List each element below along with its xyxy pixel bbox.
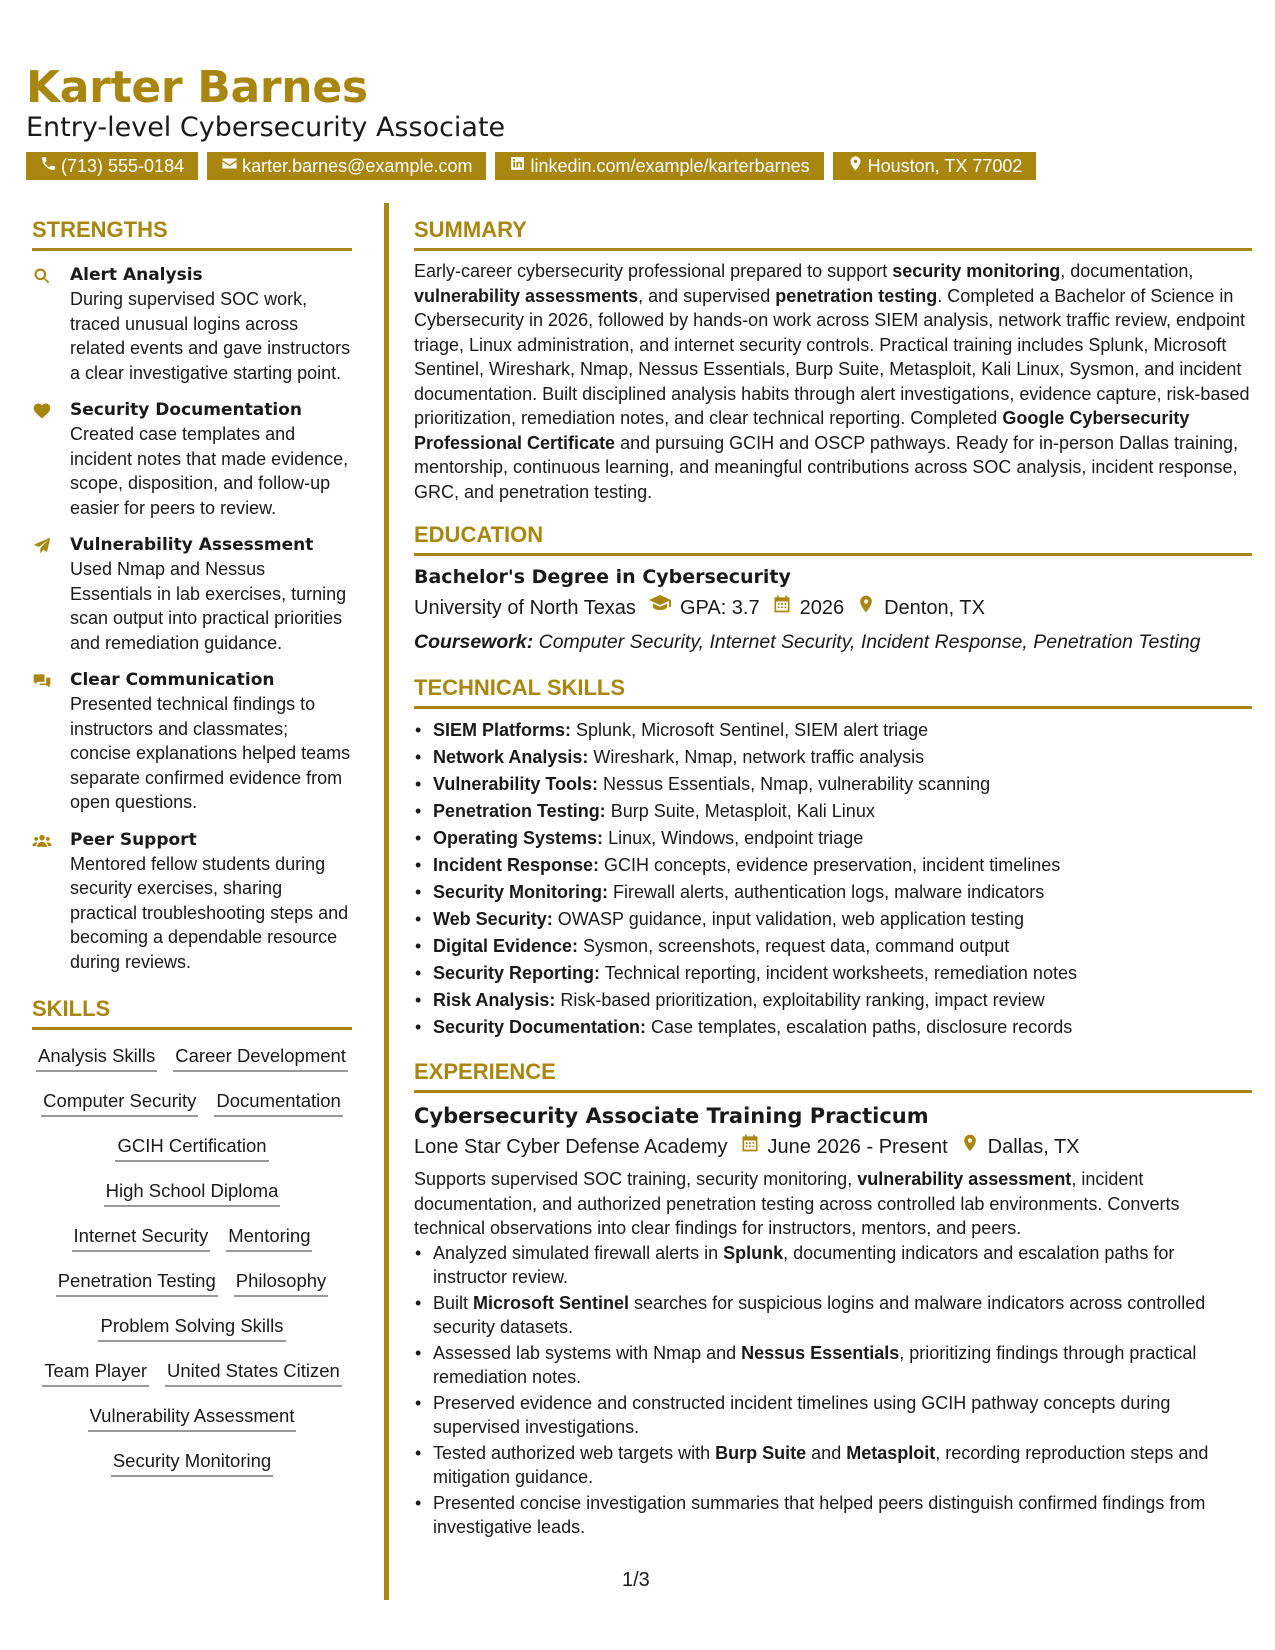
job-dates: June 2026 - Present: [767, 1136, 948, 1158]
graduation-year: 2026: [799, 597, 845, 619]
skill-row: [32, 1443, 352, 1488]
skill-row: [32, 1173, 352, 1218]
strength-title: Clear Communication: [70, 670, 275, 690]
strength-title: Peer Support: [70, 829, 197, 850]
skill-tag: Mentoring: [226, 1225, 312, 1252]
job-title: Cybersecurity Associate Training Practicum: [414, 1104, 929, 1128]
text-run: , and supervised: [638, 285, 776, 306]
technical-skill-value: Risk-based prioritization, exploitability ranking, impact review: [555, 990, 1045, 1010]
technical-skill-label: Penetration Testing:: [433, 801, 606, 821]
text-run: searches for suspicious logins and malware indicators across controlled security datasets.: [433, 1292, 1206, 1337]
strengths-list: [32, 263, 352, 974]
emphasized-text: Google Cybersecurity Professional Certificate: [414, 408, 1190, 453]
technical-skill-item: [414, 771, 1252, 798]
technical-skill-item: [414, 798, 1252, 825]
strength-description: During supervised SOC work, traced unusual logins across related events and gave instructors a clear investigative starting point.: [70, 289, 351, 383]
skill-tag: Security Monitoring: [111, 1450, 273, 1477]
skill-tag: Documentation: [214, 1090, 342, 1117]
search-icon: [32, 263, 70, 385]
map-pin-icon: [847, 155, 868, 177]
skill-tag: Analysis Skills: [36, 1045, 157, 1072]
technical-skill-item: [414, 852, 1252, 879]
technical-skill-label: Vulnerability Tools:: [433, 774, 599, 794]
technical-skill-item: [414, 825, 1252, 852]
right-column: [414, 217, 1252, 1541]
users-icon: [32, 828, 70, 975]
skill-row: [32, 1263, 352, 1308]
job-description: [414, 1167, 1252, 1241]
technical-skill-item: [414, 933, 1252, 960]
contact-linkedin-text: linkedin.com/example/karterbarnes: [530, 155, 810, 176]
strength-item: [32, 263, 352, 385]
emphasized-text: Nessus Essentials: [741, 1342, 900, 1363]
technical-skill-label: Security Monitoring:: [433, 882, 608, 902]
emphasized-text: vulnerability assessments: [414, 285, 639, 306]
strength-description: Mentored fellow students during security exercises, sharing practical troubleshooting steps and becoming a dependable resource during reviews.: [70, 853, 349, 972]
linkedin-icon: [509, 155, 530, 177]
technical-skill-label: Security Reporting:: [433, 963, 601, 983]
candidate-title: Entry-level Cybersecurity Associate: [26, 112, 506, 143]
job-bullet: [414, 1291, 1252, 1340]
technical-skill-label: Operating Systems:: [433, 828, 604, 848]
skills-section: [32, 996, 352, 1488]
job-location: Dallas, TX: [987, 1136, 1080, 1158]
education-section: [414, 522, 1252, 657]
skills-list: [32, 1038, 352, 1488]
technical-skill-label: Security Documentation:: [433, 1017, 647, 1037]
skill-row: [32, 1398, 352, 1443]
coursework-label: Coursework:: [414, 631, 534, 653]
calendar-icon: [760, 592, 800, 624]
technical-skill-label: Incident Response:: [433, 855, 600, 875]
strength-title: Security Documentation: [70, 400, 302, 420]
education-heading: EDUCATION: [414, 522, 1252, 556]
skill-row: [32, 1128, 352, 1173]
phone-icon: [40, 155, 61, 177]
coursework-list: Computer Security, Internet Security, Incident Response, Penetration Testing: [533, 631, 1201, 653]
text-run: Tested authorized web targets with: [433, 1442, 716, 1463]
emphasized-text: Metasploit: [846, 1442, 936, 1463]
strength-title: Alert Analysis: [70, 265, 203, 285]
education-location: Denton, TX: [884, 597, 985, 619]
technical-skill-value: Technical reporting, incident worksheets, remediation notes: [600, 963, 1077, 983]
contact-phone[interactable]: [26, 152, 198, 180]
skill-row: [32, 1038, 352, 1083]
text-run: . Completed a Bachelor of Science in Cybersecurity in 2026, followed by hands-on work across SIEM analysis, network traffic review, endpoint triage, Linux administration, and internet security controls. Practical training includes Splunk, Microsoft Sentinel, Wireshark, Nmap, Nessus Essentials, Burp Suite, Metasploit, Kali Linux, Sysmon, and incident documentation. Built disciplined analysis habits through alert investigations, evidence capture, risk-based prioritization, remediation notes, and clear technical reporting. Completed: [414, 285, 1250, 428]
technical-skill-item: [414, 960, 1252, 987]
strength-item: [32, 398, 352, 520]
skill-row: [32, 1308, 352, 1353]
contact-location: [833, 152, 1037, 180]
emphasized-text: Splunk: [723, 1242, 784, 1263]
envelope-icon: [221, 155, 242, 177]
emphasized-text: Burp Suite: [715, 1442, 807, 1463]
technical-skills-heading: TECHNICAL SKILLS: [414, 675, 1252, 709]
technical-skill-item: [414, 906, 1252, 933]
skill-row: [32, 1218, 352, 1263]
comments-icon: [32, 668, 70, 815]
strength-description: Presented technical findings to instructors and classmates; concise explanations helped teams separate confirmed evidence from open questions.: [70, 694, 351, 812]
column-divider: [384, 203, 389, 1600]
degree-title: Bachelor's Degree in Cybersecurity: [414, 566, 791, 588]
text-run: Analyzed simulated firewall alerts in: [433, 1242, 724, 1263]
strengths-heading: STRENGTHS: [32, 217, 352, 251]
technical-skill-item: [414, 987, 1252, 1014]
summary-text: [414, 259, 1252, 504]
technical-skill-label: Digital Evidence:: [433, 936, 579, 956]
strength-description: Used Nmap and Nessus Essentials in lab exercises, turning scan output into practical priorities and remediation guidance.: [70, 559, 347, 653]
skill-tag: Team Player: [42, 1360, 149, 1387]
coursework: [414, 627, 1252, 657]
strength-title: Vulnerability Assessment: [70, 535, 314, 555]
technical-skill-value: Burp Suite, Metasploit, Kali Linux: [605, 801, 875, 821]
heart-icon: [32, 398, 70, 520]
technical-skill-value: Sysmon, screenshots, request data, command output: [578, 936, 1010, 956]
job-bullets: [414, 1241, 1252, 1540]
job-bullet: [414, 1441, 1252, 1490]
skill-tag: Computer Security: [41, 1090, 198, 1117]
technical-skill-label: Risk Analysis:: [433, 990, 556, 1010]
strength-item: [32, 668, 352, 815]
school-name: University of North Texas: [414, 597, 636, 619]
contact-bar: [26, 152, 1036, 180]
paper-plane-icon: [32, 533, 70, 655]
text-run: , documenting indicators and escalation paths for instructor review.: [433, 1242, 1175, 1287]
experience-section: [414, 1059, 1252, 1540]
technical-skills-section: [414, 675, 1252, 1041]
technical-skill-value: Case templates, escalation paths, disclosure records: [646, 1017, 1073, 1037]
strength-item: [32, 828, 352, 975]
skills-heading: SKILLS: [32, 996, 352, 1030]
calendar-icon: [728, 1131, 768, 1163]
page-number: 1/3: [622, 1569, 650, 1591]
technical-skill-item: [414, 717, 1252, 744]
technical-skill-value: Splunk, Microsoft Sentinel, SIEM alert triage: [571, 720, 929, 740]
technical-skills-list: [414, 717, 1252, 1041]
job-bullet: [414, 1241, 1252, 1290]
job-bullet: [414, 1491, 1252, 1540]
skill-row: [32, 1353, 352, 1398]
text-run: , incident documentation, and authorized penetration testing across controlled lab environments. Converts technical observations into clear findings for instructors, mentors, and peers.: [414, 1169, 1180, 1238]
text-run: Built: [433, 1292, 474, 1313]
skill-tag: GCIH Certification: [115, 1135, 268, 1162]
text-run: Presented concise investigation summaries that helped peers distinguish confirmed findings from investigative leads.: [433, 1492, 1206, 1537]
emphasized-text: penetration testing: [775, 285, 938, 306]
contact-email[interactable]: [207, 152, 486, 180]
technical-skill-value: Wireshark, Nmap, network traffic analysis: [588, 747, 925, 767]
strength-description: Created case templates and incident notes that made evidence, scope, disposition, and follow-up easier for peers to review.: [70, 424, 349, 518]
contact-phone-text: (713) 555-0184: [61, 155, 185, 176]
technical-skill-value: Nessus Essentials, Nmap, vulnerability scanning: [598, 774, 991, 794]
emphasized-text: vulnerability assessment: [857, 1169, 1072, 1189]
text-run: , documentation,: [1060, 261, 1194, 281]
technical-skill-item: [414, 1014, 1252, 1041]
skill-tag: Vulnerability Assessment: [88, 1405, 297, 1432]
experience-heading: EXPERIENCE: [414, 1059, 1252, 1093]
skill-tag: United States Citizen: [165, 1360, 342, 1387]
contact-email-text: karter.barnes@example.com: [242, 155, 473, 176]
candidate-name: Karter Barnes: [26, 62, 368, 113]
text-run: , prioritizing findings through practical remediation notes.: [433, 1342, 1197, 1387]
left-column: [32, 217, 352, 1488]
job-bullet: [414, 1341, 1252, 1390]
gpa: GPA: 3.7: [679, 597, 760, 619]
emphasized-text: Microsoft Sentinel: [473, 1292, 630, 1313]
skill-row: [32, 1083, 352, 1128]
skill-tag: Internet Security: [72, 1225, 211, 1252]
summary-section: [414, 217, 1252, 504]
contact-linkedin[interactable]: [495, 152, 823, 180]
technical-skill-item: [414, 744, 1252, 771]
technical-skill-value: Linux, Windows, endpoint triage: [603, 828, 864, 848]
summary-heading: SUMMARY: [414, 217, 1252, 251]
text-run: , recording reproduction steps and mitigation guidance.: [433, 1442, 1209, 1487]
strength-item: [32, 533, 352, 655]
technical-skill-label: Network Analysis:: [433, 747, 589, 767]
technical-skill-item: [414, 879, 1252, 906]
skill-tag: High School Diploma: [104, 1180, 281, 1207]
map-pin-icon: [948, 1131, 988, 1163]
employer-name: Lone Star Cyber Defense Academy: [414, 1136, 728, 1158]
graduation-cap-icon: [636, 591, 680, 625]
map-pin-icon: [844, 592, 884, 624]
text-run: Supports supervised SOC training, security monitoring,: [414, 1169, 858, 1189]
skill-tag: Problem Solving Skills: [98, 1315, 285, 1342]
technical-skill-value: OWASP guidance, input validation, web application testing: [552, 909, 1024, 929]
job-bullet: [414, 1391, 1252, 1440]
education-meta: [414, 591, 1252, 625]
technical-skill-value: Firewall alerts, authentication logs, malware indicators: [608, 882, 1045, 902]
text-run: and pursuing GCIH and OSCP pathways. Ready for in-person Dallas training, mentorship, continuous learning, and meaningful contributions across SOC analysis, incident response, GRC, and penetration testing.: [414, 432, 1239, 502]
skill-tag: Penetration Testing: [56, 1270, 218, 1297]
skill-tag: Philosophy: [234, 1270, 329, 1297]
text-run: and: [806, 1442, 847, 1463]
technical-skill-label: SIEM Platforms:: [433, 720, 572, 740]
emphasized-text: security monitoring: [892, 261, 1061, 281]
skill-tag: Career Development: [173, 1045, 348, 1072]
contact-location-text: Houston, TX 77002: [867, 155, 1023, 176]
technical-skill-label: Web Security:: [433, 909, 553, 929]
job-meta: [414, 1131, 1252, 1163]
text-run: Assessed lab systems with Nmap and: [433, 1342, 742, 1363]
technical-skill-value: GCIH concepts, evidence preservation, incident timelines: [599, 855, 1061, 875]
text-run: Early-career cybersecurity professional prepared to support: [414, 261, 893, 281]
text-run: Preserved evidence and constructed incident timelines using GCIH pathway concepts during supervised investigations.: [433, 1392, 1171, 1437]
